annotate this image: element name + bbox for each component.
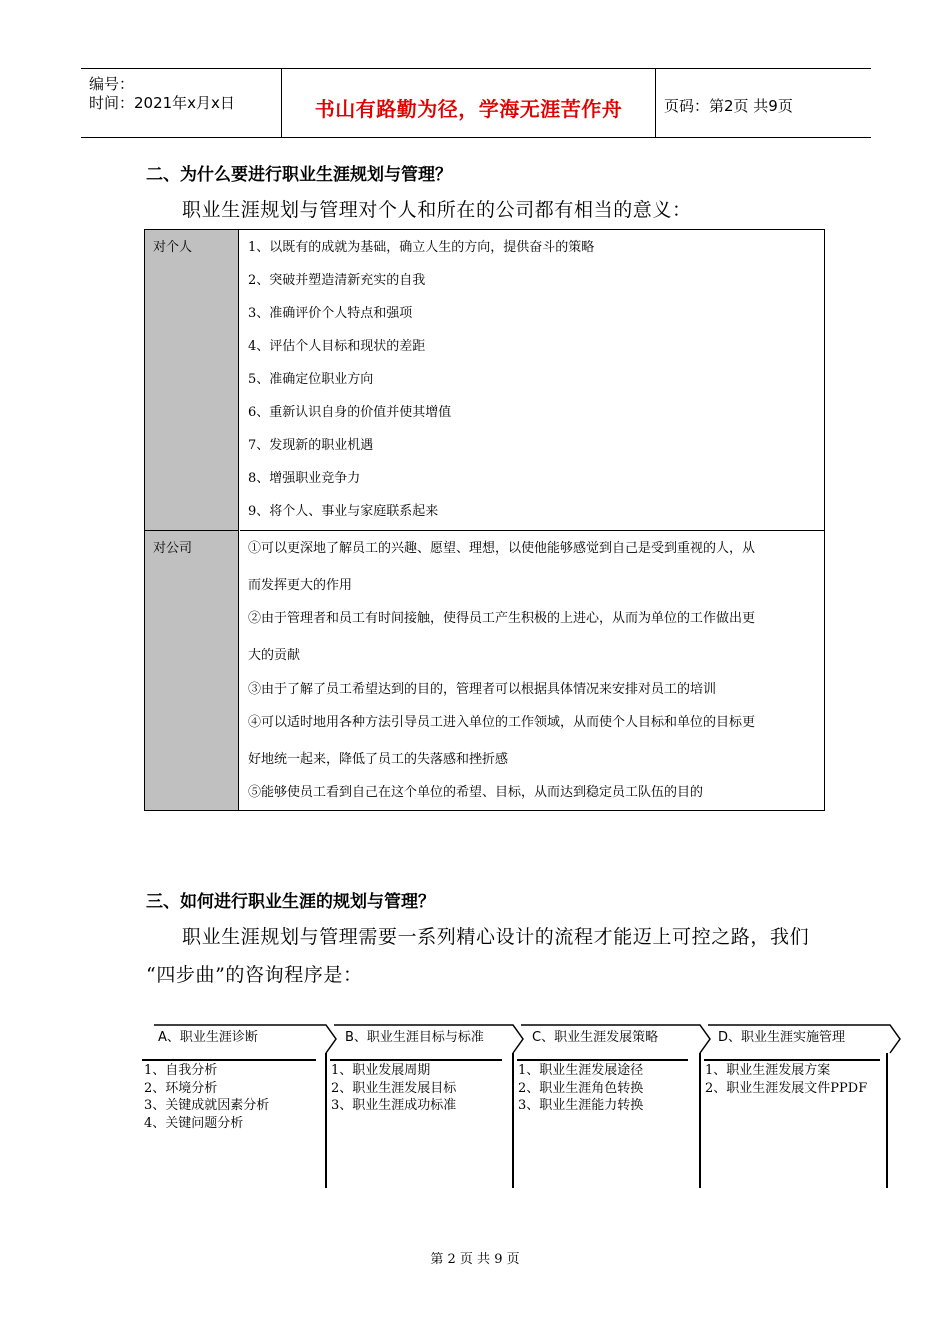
list-item: 3、准确评价个人特点和强项: [248, 306, 413, 321]
section3-heading: 三、如何进行职业生涯的规划与管理？: [146, 892, 435, 912]
personal-label: 对个人: [145, 230, 239, 531]
step-d-item: 1、职业生涯发展方案: [705, 1063, 831, 1078]
company-items: [240, 531, 824, 810]
list-item: 6、重新认识自身的价值并使其增值: [248, 405, 452, 420]
section2-heading: 二、为什么要进行职业生涯规划与管理？: [146, 165, 452, 185]
section3-intro-line2: “四步曲”的咨询程序是：: [146, 964, 363, 986]
meaning-table: [144, 229, 825, 811]
list-item: 7、发现新的职业机遇: [248, 438, 374, 453]
personal-items: [240, 230, 824, 531]
list-item: ③由于了解了员工希望达到的目的，管理者可以根据具体情况来安排对员工的培训: [248, 682, 717, 697]
step-d-item: 2、职业生涯发展文件PPDF: [705, 1080, 868, 1096]
list-item: 大的贡献: [248, 648, 301, 663]
step-title-b: B、职业生涯目标与标准: [345, 1030, 484, 1045]
list-item: 2、突破并塑造清新充实的自我: [248, 273, 426, 288]
section2-intro: 职业生涯规划与管理对个人和所在的公司都有相当的意义：: [182, 199, 692, 221]
header-motto: 书山有路勤为径，学海无涯苦作舟: [314, 97, 623, 121]
list-item: 4、评估个人目标和现状的差距: [248, 339, 426, 354]
header-page-label: 页码：第2页 共9页: [664, 97, 793, 115]
list-item: 8、增强职业竞争力: [248, 471, 361, 486]
step-a-item: 3、关键成就因素分析: [144, 1098, 270, 1113]
step-title-d: D、职业生涯实施管理: [718, 1030, 846, 1045]
step-c-item: 1、职业生涯发展途径: [518, 1063, 644, 1078]
page-footer: 第 2 页 共 9 页: [430, 1252, 520, 1267]
list-item: 9、将个人、事业与家庭联系起来: [248, 504, 439, 519]
step-a-item: 2、环境分析: [144, 1080, 218, 1096]
page-header: [81, 68, 871, 138]
list-item: 5、准确定位职业方向: [248, 372, 374, 387]
step-title-a: A、职业生涯诊断: [158, 1030, 258, 1045]
list-item: 1、以既有的成就为基础，确立人生的方向，提供奋斗的策略: [248, 240, 595, 255]
list-item: ⑤能够使员工看到自己在这个单位的希望、目标，从而达到稳定员工队伍的目的: [248, 785, 704, 800]
section3-intro-line1: 职业生涯规划与管理需要一系列精心设计的流程才能迈上可控之路，我们: [182, 926, 810, 948]
step-b-item: 3、职业生涯成功标准: [331, 1098, 457, 1113]
step-a-item: 1、自我分析: [144, 1063, 218, 1078]
step-b-item: 1、职业发展周期: [331, 1063, 431, 1078]
list-item: 而发挥更大的作用: [248, 578, 353, 593]
step-a-item: 4、关键问题分析: [144, 1115, 244, 1131]
list-item: ④可以适时地用各种方法引导员工进入单位的工作领域，从而使个人目标和单位的目标更: [248, 715, 756, 730]
header-motto-cell: [282, 69, 656, 137]
company-label: 对公司: [145, 531, 239, 810]
list-item: 好地统一起来，降低了员工的失落感和挫折感: [248, 752, 509, 767]
list-item: ①可以更深地了解员工的兴趣、愿望、理想，以使他能够感觉到自己是受到重视的人，从: [248, 541, 756, 556]
header-page-cell: [656, 69, 871, 137]
four-step-diagram: [140, 1020, 910, 1190]
step-b-item: 2、职业生涯发展目标: [331, 1080, 457, 1096]
step-title-c: C、职业生涯发展策略: [532, 1030, 659, 1045]
number-label: 编号：: [89, 75, 135, 93]
header-left-cell: [81, 69, 282, 137]
list-item: ②由于管理者和员工有时间接触，使得员工产生积极的上进心，从而为单位的工作做出更: [248, 611, 756, 626]
step-c-item: 3、职业生涯能力转换: [518, 1098, 644, 1113]
date-label: 时间：2021年x月x日: [89, 94, 235, 112]
step-c-item: 2、职业生涯角色转换: [518, 1080, 644, 1096]
